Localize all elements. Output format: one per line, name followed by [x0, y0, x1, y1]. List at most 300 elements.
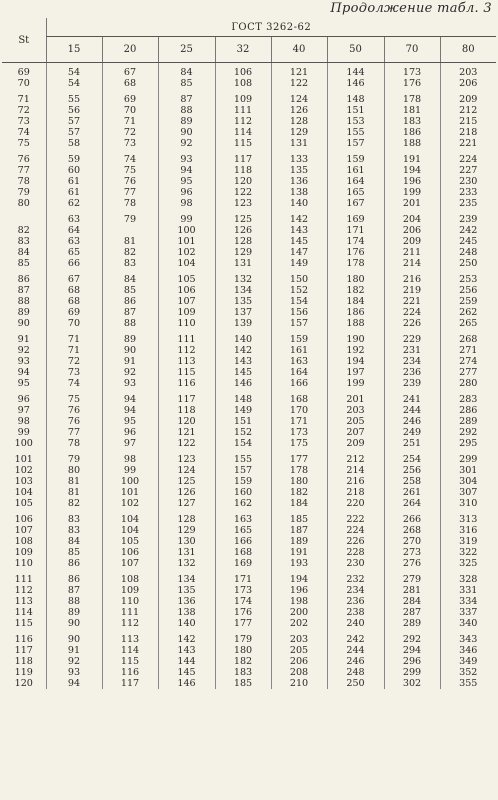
value-cell: 196 — [271, 585, 327, 596]
value-cell: 209 — [384, 236, 440, 247]
row-label-cell: 113 — [14, 596, 33, 607]
row-label-cell: 116 — [14, 634, 33, 645]
value-cell: 89 — [158, 116, 215, 127]
value-cell: 244 — [384, 405, 440, 416]
value-cell: 94 — [102, 405, 158, 416]
value-cell: 105 — [102, 536, 158, 547]
value-cell: 138 — [158, 607, 215, 618]
value-cell: 115 — [215, 138, 271, 149]
value-cell: 180 — [215, 645, 271, 656]
column-header: 40 — [271, 37, 327, 63]
value-cell: 113 — [158, 356, 215, 367]
value-cell: 128 — [158, 509, 215, 525]
value-cell: 61 — [46, 176, 102, 187]
value-cell: 277 — [440, 367, 496, 378]
value-cell: 216 — [327, 476, 384, 487]
value-cell: 220 — [327, 498, 384, 509]
value-cell: 204 — [384, 209, 440, 225]
value-cell: 71 — [46, 345, 102, 356]
table-row — [2, 629, 496, 645]
value-cell: 228 — [327, 547, 384, 558]
value-cell: 233 — [440, 187, 496, 198]
value-cell: 325 — [440, 558, 496, 569]
value-cell: 86 — [46, 569, 102, 585]
value-cell: 197 — [327, 367, 384, 378]
value-cell: 81 — [46, 487, 102, 498]
value-cell: 174 — [327, 236, 384, 247]
value-cell: 117 — [158, 389, 215, 405]
value-cell: 161 — [271, 345, 327, 356]
value-cell: 132 — [158, 558, 215, 569]
value-cell: 93 — [102, 378, 158, 389]
value-cell: 155 — [215, 449, 271, 465]
value-cell: 96 — [102, 427, 158, 438]
value-cell: 78 — [46, 438, 102, 449]
value-cell: 289 — [384, 618, 440, 629]
value-cell: 111 — [215, 105, 271, 116]
value-cell: 214 — [327, 465, 384, 476]
value-cell: 112 — [102, 618, 158, 629]
value-cell: 117 — [215, 149, 271, 165]
table-row — [2, 656, 496, 667]
row-label-cell: 106 — [14, 514, 33, 525]
value-cell: 259 — [440, 296, 496, 307]
value-cell: 264 — [384, 498, 440, 509]
value-cell: 142 — [215, 345, 271, 356]
table-row — [2, 285, 496, 296]
table-row — [2, 209, 496, 225]
value-cell: 77 — [102, 187, 158, 198]
value-cell: 299 — [384, 667, 440, 678]
value-cell: 261 — [384, 487, 440, 498]
value-cell: 74 — [102, 149, 158, 165]
column-header: 32 — [215, 37, 271, 63]
value-cell: 122 — [215, 187, 271, 198]
value-cell: 203 — [440, 63, 496, 79]
row-label-cell: 80 — [17, 198, 30, 209]
row-label-cell: 70 — [17, 78, 30, 89]
value-cell: 75 — [102, 165, 158, 176]
table-row — [2, 138, 496, 149]
value-cell: 238 — [327, 607, 384, 618]
value-cell: 84 — [158, 63, 215, 79]
value-cell: 100 — [102, 476, 158, 487]
value-cell: 112 — [215, 116, 271, 127]
row-label-cell: 71 — [17, 94, 30, 105]
value-cell: 256 — [384, 465, 440, 476]
value-cell: 239 — [440, 209, 496, 225]
value-cell: 251 — [384, 438, 440, 449]
value-cell: 164 — [327, 176, 384, 187]
value-cell: 109 — [102, 585, 158, 596]
value-cell: 206 — [384, 225, 440, 236]
value-cell: 210 — [271, 678, 327, 689]
column-header: 20 — [102, 37, 158, 63]
value-cell: 131 — [271, 138, 327, 149]
value-cell: 176 — [384, 78, 440, 89]
value-cell: 304 — [440, 476, 496, 487]
value-cell: 246 — [384, 416, 440, 427]
value-cell: 168 — [215, 547, 271, 558]
value-cell: 183 — [215, 667, 271, 678]
value-cell: 127 — [158, 498, 215, 509]
value-cell: 146 — [158, 678, 215, 689]
table-row — [2, 105, 496, 116]
table-row — [2, 296, 496, 307]
value-cell: 64 — [46, 225, 102, 236]
value-cell: 133 — [271, 149, 327, 165]
value-cell: 110 — [158, 318, 215, 329]
value-cell: 274 — [440, 356, 496, 367]
value-cell: 102 — [158, 247, 215, 258]
value-cell: 61 — [46, 187, 102, 198]
value-cell: 152 — [271, 285, 327, 296]
value-cell: 276 — [384, 558, 440, 569]
table-caption: Продолжение табл. 3 — [330, 1, 492, 16]
value-cell: 106 — [158, 285, 215, 296]
row-label-cell: 115 — [14, 618, 33, 629]
value-cell: 215 — [440, 116, 496, 127]
row-label-cell: 98 — [17, 416, 30, 427]
table-row — [2, 569, 496, 585]
value-cell: 185 — [271, 509, 327, 525]
value-cell: 337 — [440, 607, 496, 618]
value-cell: 188 — [327, 318, 384, 329]
value-cell: 86 — [102, 296, 158, 307]
row-label-cell: 100 — [14, 438, 33, 449]
value-cell: 101 — [102, 487, 158, 498]
value-cell: 112 — [158, 345, 215, 356]
table-row — [2, 438, 496, 449]
value-cell: 79 — [46, 449, 102, 465]
row-label-cell: 91 — [17, 334, 30, 345]
value-cell: 143 — [271, 225, 327, 236]
value-cell: 90 — [46, 618, 102, 629]
value-cell: 236 — [384, 367, 440, 378]
value-cell: 57 — [46, 116, 102, 127]
table-row — [2, 367, 496, 378]
value-cell: 281 — [384, 585, 440, 596]
value-cell: 173 — [271, 427, 327, 438]
value-cell: 188 — [384, 138, 440, 149]
value-cell: 122 — [158, 438, 215, 449]
value-cell: 186 — [384, 127, 440, 138]
value-cell: 230 — [440, 176, 496, 187]
value-cell: 90 — [158, 127, 215, 138]
value-cell: 137 — [215, 307, 271, 318]
value-cell: 307 — [440, 487, 496, 498]
value-cell: 68 — [46, 285, 102, 296]
row-label-cell: 88 — [17, 296, 30, 307]
value-cell: 194 — [327, 356, 384, 367]
value-cell: 273 — [384, 547, 440, 558]
pipe-table — [2, 18, 496, 689]
value-cell: 270 — [384, 536, 440, 547]
value-cell: 68 — [46, 296, 102, 307]
value-cell: 176 — [215, 607, 271, 618]
value-cell: 92 — [46, 656, 102, 667]
value-cell: 209 — [327, 438, 384, 449]
value-cell: 54 — [46, 63, 102, 79]
value-cell: 346 — [440, 645, 496, 656]
value-cell: 92 — [158, 138, 215, 149]
value-cell: 154 — [215, 438, 271, 449]
value-cell: 222 — [327, 509, 384, 525]
value-cell: 224 — [440, 149, 496, 165]
table-row — [2, 236, 496, 247]
value-cell: 84 — [46, 536, 102, 547]
row-label-cell: 77 — [17, 165, 30, 176]
table-row — [2, 176, 496, 187]
value-cell: 91 — [46, 645, 102, 656]
value-cell: 69 — [102, 89, 158, 105]
value-cell: 206 — [271, 656, 327, 667]
value-cell: 178 — [327, 258, 384, 269]
table-row — [2, 536, 496, 547]
column-header: 80 — [440, 37, 496, 63]
value-cell: 328 — [440, 569, 496, 585]
value-cell: 166 — [271, 378, 327, 389]
value-cell: 108 — [215, 78, 271, 89]
value-cell: 70 — [102, 105, 158, 116]
value-cell: 60 — [46, 165, 102, 176]
value-cell: 71 — [46, 329, 102, 345]
value-cell: 92 — [102, 367, 158, 378]
value-cell: 80 — [46, 465, 102, 476]
value-cell: 98 — [158, 198, 215, 209]
value-cell: 187 — [271, 525, 327, 536]
value-cell: 170 — [271, 405, 327, 416]
value-cell: 89 — [46, 607, 102, 618]
value-cell: 118 — [158, 405, 215, 416]
value-cell: 169 — [327, 209, 384, 225]
row-label-cell: 94 — [17, 367, 30, 378]
table-row — [2, 127, 496, 138]
value-cell: 159 — [215, 476, 271, 487]
value-cell: 157 — [327, 138, 384, 149]
value-cell: 239 — [384, 378, 440, 389]
row-label-cell: 82 — [17, 225, 30, 236]
value-cell: 231 — [384, 345, 440, 356]
value-cell: 142 — [158, 629, 215, 645]
value-cell: 316 — [440, 525, 496, 536]
table-row — [2, 307, 496, 318]
value-cell: 202 — [271, 618, 327, 629]
value-cell: 135 — [271, 165, 327, 176]
value-cell: 227 — [440, 165, 496, 176]
value-cell: 62 — [46, 198, 102, 209]
value-cell: 253 — [440, 269, 496, 285]
value-cell: 145 — [158, 667, 215, 678]
value-cell: 177 — [271, 449, 327, 465]
table-row — [2, 149, 496, 165]
row-label-cell: 72 — [17, 105, 30, 116]
table-row — [2, 585, 496, 596]
value-cell: 107 — [158, 296, 215, 307]
value-cell: 232 — [327, 569, 384, 585]
value-cell: 343 — [440, 629, 496, 645]
value-cell: 101 — [158, 236, 215, 247]
value-cell: 154 — [271, 296, 327, 307]
value-cell: 146 — [327, 78, 384, 89]
value-cell: 129 — [158, 525, 215, 536]
row-label-cell: 101 — [14, 454, 33, 465]
value-cell: 179 — [215, 629, 271, 645]
value-cell: 132 — [215, 269, 271, 285]
value-cell: 163 — [215, 509, 271, 525]
value-cell: 160 — [215, 487, 271, 498]
row-label-cell: 97 — [17, 405, 30, 416]
value-cell: 124 — [158, 465, 215, 476]
value-cell: 221 — [384, 296, 440, 307]
row-label-cell: 95 — [17, 378, 30, 389]
value-cell: 63 — [46, 236, 102, 247]
column-header: 25 — [158, 37, 215, 63]
value-cell: 186 — [327, 307, 384, 318]
table-row — [2, 378, 496, 389]
value-cell: 123 — [215, 198, 271, 209]
value-cell: 221 — [440, 138, 496, 149]
value-cell: 185 — [215, 678, 271, 689]
row-label-cell: 104 — [14, 487, 33, 498]
value-cell: 180 — [271, 476, 327, 487]
row-label-cell: 78 — [17, 176, 30, 187]
value-cell: 271 — [440, 345, 496, 356]
value-cell: 216 — [384, 269, 440, 285]
value-cell: 199 — [327, 378, 384, 389]
value-cell: 161 — [327, 165, 384, 176]
column-header: 70 — [384, 37, 440, 63]
value-cell: 83 — [46, 509, 102, 525]
value-cell: 165 — [327, 187, 384, 198]
value-cell: 229 — [384, 329, 440, 345]
value-cell: 63 — [46, 209, 102, 225]
value-cell: 171 — [327, 225, 384, 236]
value-cell: 87 — [158, 89, 215, 105]
column-header-row — [2, 37, 496, 63]
value-cell: 87 — [102, 307, 158, 318]
value-cell: 286 — [440, 405, 496, 416]
value-cell: 129 — [215, 247, 271, 258]
value-cell: 95 — [102, 416, 158, 427]
value-cell: 58 — [46, 138, 102, 149]
value-cell: 189 — [271, 536, 327, 547]
row-label-cell: 69 — [17, 67, 30, 78]
value-cell: 66 — [46, 258, 102, 269]
value-cell: 75 — [46, 389, 102, 405]
value-cell: 90 — [46, 629, 102, 645]
value-cell: 129 — [271, 127, 327, 138]
value-cell: 131 — [158, 547, 215, 558]
value-cell: 194 — [384, 165, 440, 176]
value-cell: 78 — [102, 198, 158, 209]
value-cell: 248 — [440, 247, 496, 258]
value-cell: 159 — [327, 149, 384, 165]
value-cell: 83 — [102, 258, 158, 269]
value-cell: 144 — [158, 656, 215, 667]
value-cell: 175 — [271, 438, 327, 449]
value-cell: 153 — [327, 116, 384, 127]
table-row — [2, 198, 496, 209]
value-cell: 138 — [271, 187, 327, 198]
value-cell: 57 — [46, 127, 102, 138]
row-label-cell: 117 — [14, 645, 33, 656]
value-cell: 90 — [102, 345, 158, 356]
value-cell: 205 — [271, 645, 327, 656]
value-cell: 168 — [271, 389, 327, 405]
value-cell: 190 — [327, 329, 384, 345]
value-cell: 115 — [102, 656, 158, 667]
value-cell: 150 — [271, 269, 327, 285]
table-row — [2, 258, 496, 269]
table-row — [2, 89, 496, 105]
value-cell: 173 — [384, 63, 440, 79]
value-cell: 331 — [440, 585, 496, 596]
value-cell: 85 — [158, 78, 215, 89]
row-label-cell: 118 — [14, 656, 33, 667]
value-cell: 135 — [158, 585, 215, 596]
row-label-cell: 105 — [14, 498, 33, 509]
value-cell: 126 — [215, 225, 271, 236]
value-cell: 59 — [46, 149, 102, 165]
value-cell: 301 — [440, 465, 496, 476]
value-cell: 134 — [215, 285, 271, 296]
table-row — [2, 525, 496, 536]
value-cell: 224 — [327, 525, 384, 536]
value-cell: 174 — [215, 596, 271, 607]
value-cell: 86 — [46, 558, 102, 569]
table-row — [2, 596, 496, 607]
value-cell: 292 — [384, 629, 440, 645]
table-row — [2, 667, 496, 678]
value-cell: 262 — [440, 307, 496, 318]
row-label-cell: 79 — [17, 187, 30, 198]
value-cell: 114 — [102, 645, 158, 656]
value-cell: 211 — [384, 247, 440, 258]
table-row — [2, 678, 496, 689]
row-label-cell: 109 — [14, 547, 33, 558]
value-cell: 149 — [215, 405, 271, 416]
value-cell: 182 — [215, 656, 271, 667]
value-cell: 152 — [215, 427, 271, 438]
value-cell: 164 — [271, 367, 327, 378]
value-cell: 166 — [215, 536, 271, 547]
value-cell: 117 — [102, 678, 158, 689]
value-cell: 212 — [440, 105, 496, 116]
value-cell: 284 — [384, 596, 440, 607]
value-cell: 182 — [327, 285, 384, 296]
value-cell: 116 — [158, 378, 215, 389]
value-cell: 65 — [46, 247, 102, 258]
value-cell: 294 — [384, 645, 440, 656]
value-cell: 266 — [384, 509, 440, 525]
value-cell: 218 — [440, 127, 496, 138]
table-row — [2, 345, 496, 356]
value-cell: 163 — [271, 356, 327, 367]
value-cell: 199 — [384, 187, 440, 198]
value-cell: 97 — [102, 438, 158, 449]
value-cell: 258 — [384, 476, 440, 487]
value-cell: 140 — [158, 618, 215, 629]
value-cell: 287 — [384, 607, 440, 618]
value-cell: 121 — [271, 63, 327, 79]
value-cell: 100 — [158, 225, 215, 236]
value-cell: 162 — [215, 498, 271, 509]
row-label-cell: 111 — [14, 574, 33, 585]
row-label-cell: 87 — [17, 285, 30, 296]
value-cell: 295 — [440, 438, 496, 449]
value-cell: 248 — [327, 667, 384, 678]
